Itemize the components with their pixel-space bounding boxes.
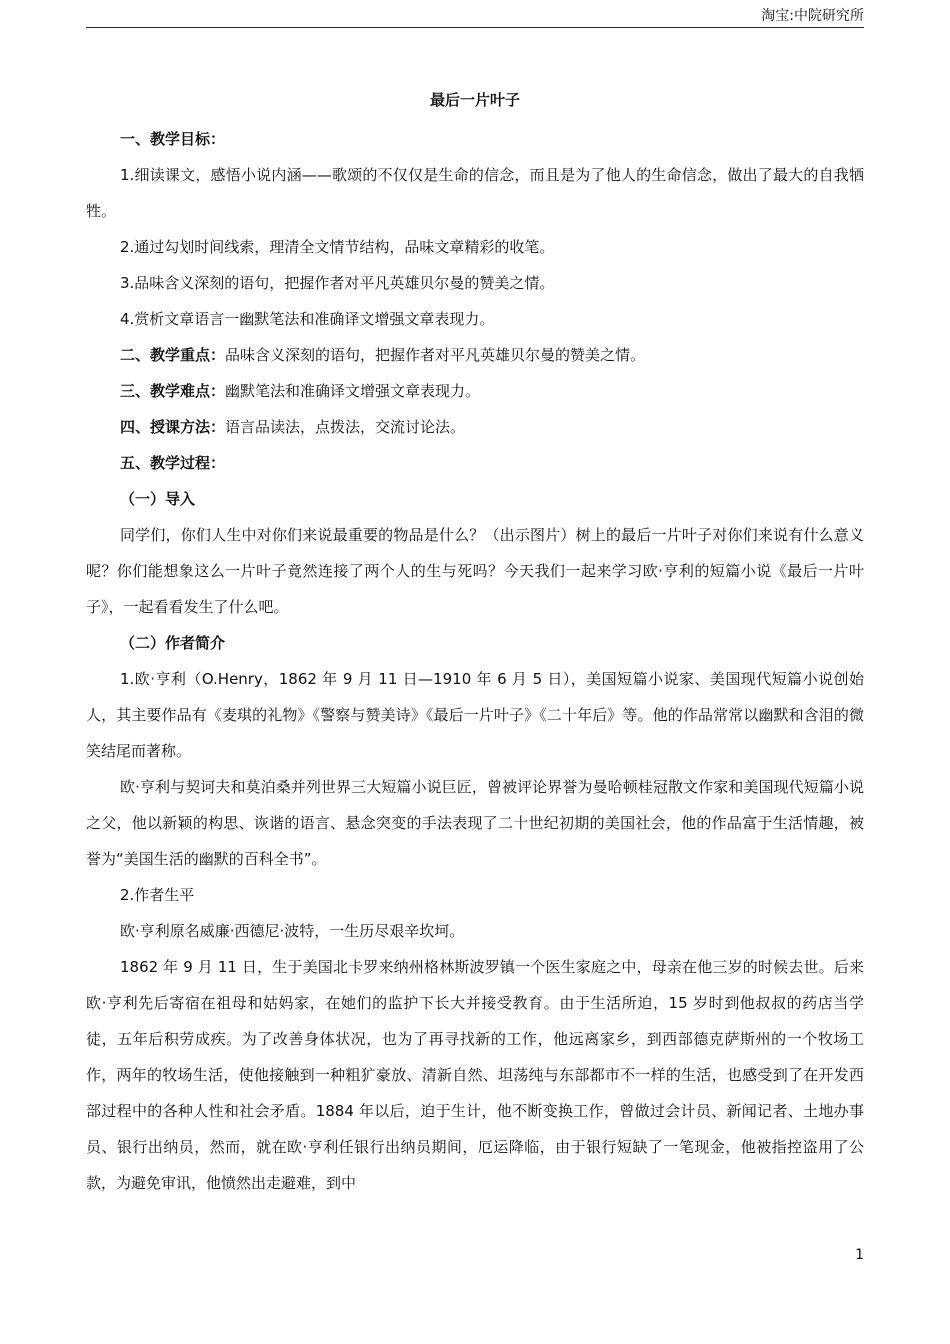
paragraph-text: 欧·亨利与契诃夫和莫泊桑并列世界三大短篇小说巨匠，曾被评论界誉为曼哈顿桂冠散文作家和美国现代短篇小说之父，他以新颖的构思、诙谐的语言、悬念突变的手法表现了二十世纪初期的美国社会，他的作品富于生活情趣，被誉为“美国生活的幽默的百科全书”。 [86,778,864,868]
document-body [86,121,864,1201]
paragraph-text: 1.细读课文，感悟小说内涵——歌颂的不仅仅是生命的信念，而且是为了他人的生命信念，做出了最大的自我牺牲。 [86,166,864,220]
author-life-1 [86,913,864,949]
subsection-heading: （一）导入 [120,490,196,508]
objective-2 [86,229,864,265]
header-text: 淘宝:中院研究所 [761,8,864,24]
section-heading: 三、教学难点： [120,382,226,400]
section-heading: 五、教学过程： [120,454,226,472]
paragraph-text: 2.作者生平 [120,886,195,904]
paragraph-text: 4.赏析文章语言一幽默笔法和准确译文增强文章表现力。 [120,310,495,328]
objectives-heading [86,121,864,157]
author-life-heading [86,877,864,913]
subsection-heading: （二）作者简介 [120,634,226,652]
intro-heading [86,481,864,517]
author-intro-2 [86,769,864,877]
section-heading: 四、授课方法： [120,418,226,436]
objective-1 [86,157,864,229]
author-intro-1 [86,661,864,769]
intro-paragraph [86,517,864,625]
process-heading [86,445,864,481]
paragraph-text: 欧·亨利原名威廉·西德尼·波特，一生历尽艰辛坎坷。 [120,922,465,940]
paragraph-text: 幽默笔法和准确译文增强文章表现力。 [225,382,481,400]
paragraph-text: 同学们，你们人生中对你们来说最重要的物品是什么？（出示图片）树上的最后一片叶子对你们来说有什么意义呢？你们能想象这么一片叶子竟然连接了两个人的生与死吗？今天我们一起来学习欧·亨利的短篇小说《最后一片叶子》，一起看看发生了什么吧。 [86,526,864,616]
document-title: 最后一片叶子 [429,91,520,109]
section-heading: 一、教学目标： [120,130,226,148]
author-life-2 [86,949,864,1201]
teaching-methods [86,409,864,445]
author-heading [86,625,864,661]
paragraph-text: 1.欧·亨利（O.Henry，1862 年 9 月 11 日—1910 年 6 月 5 日），美国短篇小说家、美国现代短篇小说创始人，其主要作品有《麦琪的礼物》《警察与赞美诗》《最后一片叶子》《二十年后》等。他的作品常常以幽默和含泪的微笑结尾而著称。 [86,670,864,760]
section-heading: 二、教学重点： [120,346,226,364]
difficulties [86,373,864,409]
paragraph-text: 1862 年 9 月 11 日，生于美国北卡罗来纳州格林斯波罗镇一个医生家庭之中，母亲在他三岁的时候去世。后来欧·亨利先后寄宿在祖母和姑妈家，在她们的监护下长大并接受教育。由于生活所迫，15 岁时到他叔叔的药店当学徒，五年后积劳成疾。为了改善身体状况，也为了再寻找新的工作，他远离家乡，到西部德克萨斯州的一个牧场工作，两年的牧场生活，使他接触到一种粗犷豪放、清新自然、坦荡纯与东部都市不一样的生活，也感受到了在开发西部过程中的各种人性和社会矛盾。1884 年以后，迫于生计，他不断变换工作，曾做过会计员、新闻记者、土地办事员、银行出纳员，然而，就在欧·亨利任银行出纳员期间，厄运降临，由于银行短缺了一笔现金，他被指控盗用了公款，为避免审讯，他愤然出走避难，到中 [86,958,864,1192]
paragraph-text: 品味含义深刻的语句，把握作者对平凡英雄贝尔曼的赞美之情。 [225,346,646,364]
paragraph-text: 2.通过勾划时间线索，理清全文情节结构，品味文章精彩的收笔。 [120,238,555,256]
objective-3 [86,265,864,301]
page-number: 1 [855,1247,864,1263]
key-points [86,337,864,373]
paragraph-text: 语言品读法，点拨法，交流讨论法。 [225,418,466,436]
paragraph-text: 3.品味含义深刻的语句，把握作者对平凡英雄贝尔曼的赞美之情。 [120,274,555,292]
objective-4 [86,301,864,337]
header-divider [86,27,864,28]
